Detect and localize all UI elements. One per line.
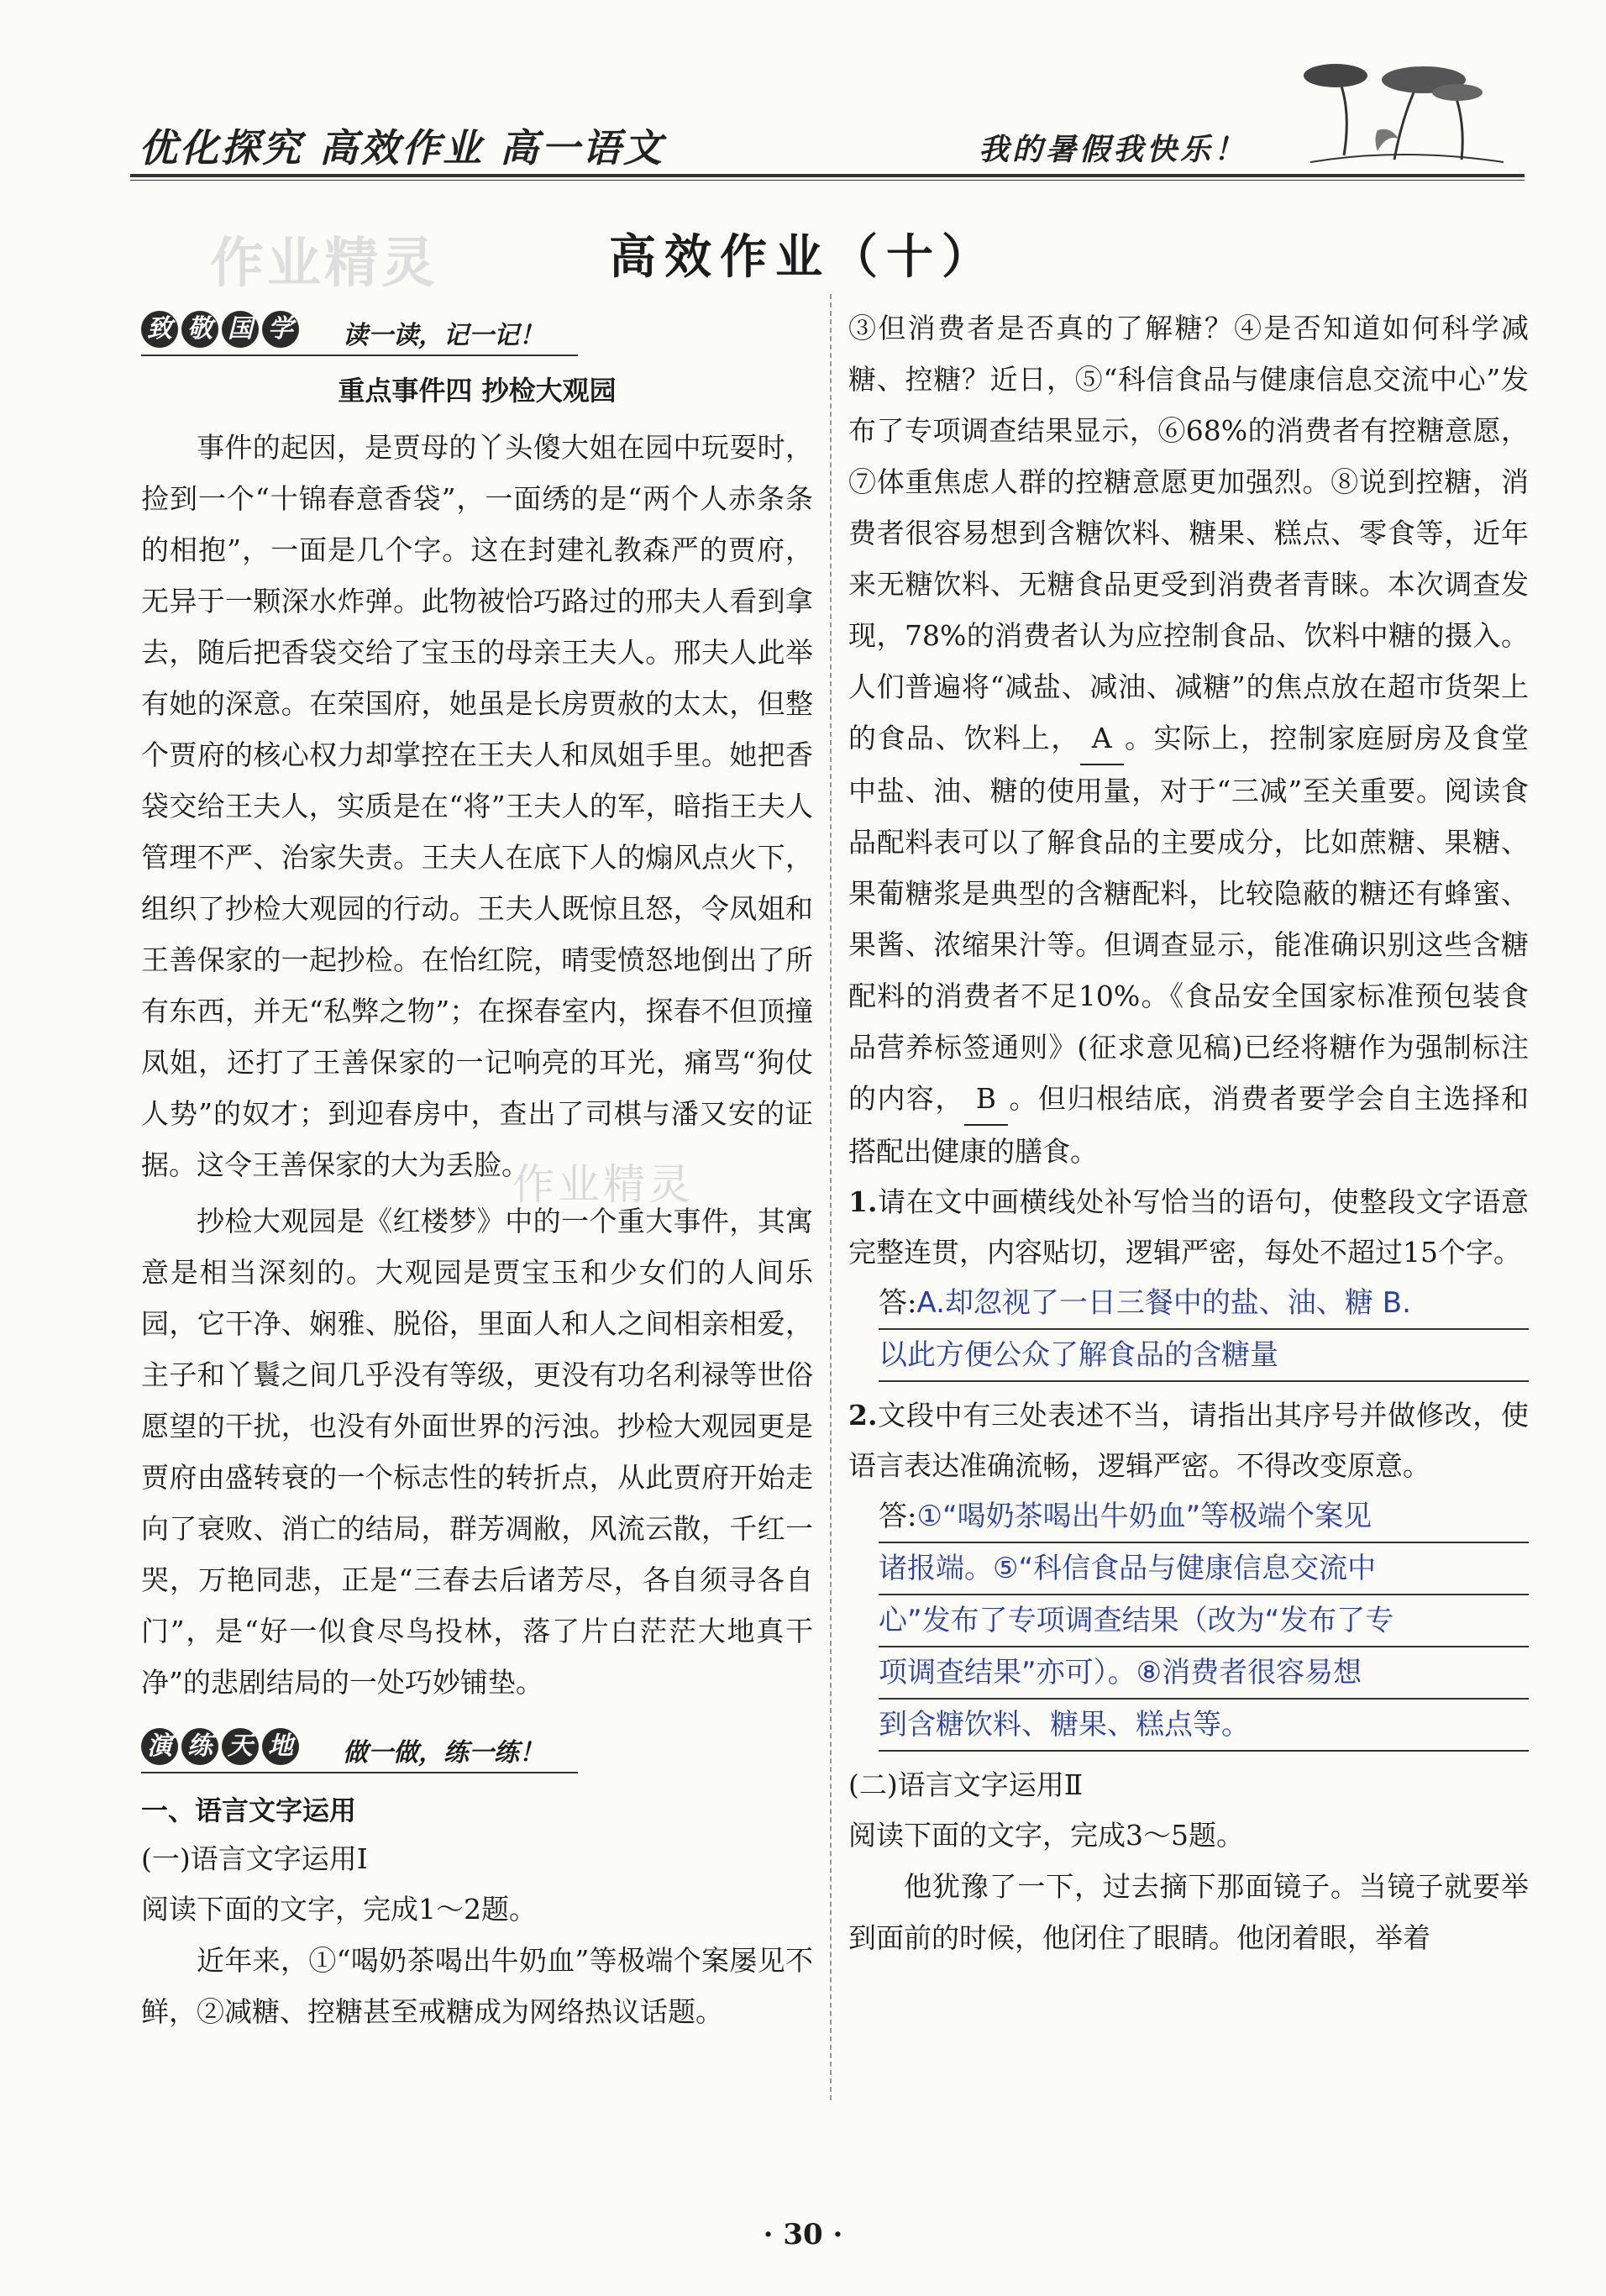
answer-2 [879, 1491, 1529, 1752]
section-header-guoxue [141, 302, 813, 361]
right-column [848, 302, 1529, 1963]
answer-line: 到含糖饮料、糖果、糕点等。 [879, 1700, 1529, 1752]
subsection-title: (一)语言文字运用Ⅰ [141, 1842, 368, 1875]
passage-start: 近年来，①“喝奶茶喝出牛奶血”等极端个案屡见不鲜，②减糖、控糖甚至戒糖成为网络热议话题。 [141, 1944, 813, 2028]
section-underline [141, 355, 578, 356]
watermark: 作业精灵 [210, 233, 438, 295]
subsection-title-2: (二)语言文字运用Ⅱ [848, 1768, 1084, 1801]
passage-2-start: 他犹豫了一下，过去摘下那面镜子。当镜子就要举到面前的时候，他闭住了眼睛。他闭着眼，举着 [848, 1870, 1529, 1954]
page-header [130, 118, 1525, 170]
event-title: 重点事件四 抄检大观园 [338, 375, 617, 407]
answer-line: 项调查结果”亦可）。⑧消费者很容易想 [879, 1647, 1529, 1700]
event-paragraph-2: 抄检大观园是《红楼梦》中的一个重大事件，其寓意是相当深刻的。大观园是贾宝玉和少女们的人间乐园，它干净、娴雅、脱俗，里面人和人之间相亲相爱，主子和丫鬟之间几乎没有等级，更没有功名利禄等世俗愿望的干扰，也没有外面世界的污浊。抄检大观园更是贾府由盛转衰的一个标志性的转折点，从此贾府开始走向了衰败、消亡的结局，群芳凋敝，风流云散，千红一哭，万艳同悲，正是“三春去后诸芳尽，各自须寻各自门”，是“好一似食尽鸟投林，落了片白茫茫大地真干净”的悲剧结局的一处巧妙铺垫。 [141, 1205, 813, 1699]
section-subtitle: 读一读，记一记！ [343, 321, 544, 350]
reading-instruction: 阅读下面的文字，完成1～2题。 [141, 1893, 537, 1926]
section-subtitle: 做一做，练一练！ [343, 1738, 544, 1768]
header-series-title: 优化探究 高效作业 高一语文 [139, 125, 665, 171]
page-title: 高效作业（十） [609, 230, 997, 285]
answer-line: 答:①“喝奶茶喝出牛奶血”等极端个案见 [879, 1491, 1529, 1543]
passage-continued: ③但消费者是否真的了解糖？④是否知道如何科学减糖、控糖？近日，⑤“科信食品与健康信息交流中心”发布了专项调查结果显示，⑥68%的消费者有控糖意愿，⑦体重焦虑人群的控糖意愿更加强烈。⑧说到控糖，消费者很容易想到含糖饮料、糖果、糕点、零食等，近年来无糖饮料、无糖食品更受到消费者青睐。本次调查发现，78%的消费者认为应控制食品、饮料中糖的摄入。人们普遍将“减盐、减油、减糖”的焦点放在超市货架上的食品、饮料上， A 。实际上，控制家庭厨房及食堂中盐、油、糖的使用量，对于“三减”至关重要。阅读食品配料表可以了解食品的主要成分，比如蔗糖、果糖、果葡糖浆是典型的含糖配料，比较隐蔽的糖还有蜂蜜、果酱、浓缩果汁等。但调查显示，能准确识别这些含糖配料的消费者不足10%。《食品安全国家标准预包装食品营养标签通则》(征求意见稿)已经将糖作为强制标注的内容， B 。但归根结底，消费者要学会自主选择和搭配出健康的膳食。 [848, 312, 1530, 1168]
page-number: · 30 · [763, 2218, 843, 2251]
header-rule [130, 174, 1525, 177]
section-underline [141, 1772, 578, 1773]
question-1: 1.请在文中画横线处补写恰当的语句，使整段文字语意完整连贯，内容贴切，逻辑严密，每处不超过15个字。 [848, 1185, 1529, 1269]
section-badge: 演 练 天 地 [141, 1728, 299, 1765]
answer-line: 答:A.却忽视了一日三餐中的盐、油、糖 B. [879, 1278, 1529, 1330]
reading-instruction-2: 阅读下面的文字，完成3～5题。 [848, 1819, 1244, 1852]
section-badge: 致 敬 国 学 [141, 311, 299, 348]
blank-b: B [964, 1073, 1008, 1126]
answer-line: 心”发布了专项调查结果（改为“发布了专 [879, 1595, 1529, 1647]
event-paragraph-1: 事件的起因，是贾母的丫头傻大姐在园中玩耍时，捡到一个“十锦春意香袋”，一面绣的是“两个人赤条条的相抱”，一面是几个字。这在封建礼教森严的贾府，无异于一颗深水炸弹。此物被恰巧路过的邢夫人看到拿去，随后把香袋交给了宝玉的母亲王夫人。邢夫人此举有她的深意。在荣国府，她虽是长房贾赦的太太，但整个贾府的核心权力却掌控在王夫人和凤姐手里。她把香袋交给王夫人，实质是在“将”王夫人的军，暗指王夫人管理不严、治家失责。王夫人在底下人的煽风点火下，组织了抄检大观园的行动。王夫人既惊且怒，令凤姐和王善保家的一起抄检。在怡红院，晴雯愤怒地倒出了所有东西，并无“私弊之物”；在探春室内，探春不但顶撞凤姐，还打了王善保家的一记响亮的耳光，痛骂“狗仗人势”的奴才；到迎春房中，查出了司棋与潘又安的证据。这令王善保家的大为丢脸。 [141, 431, 813, 1181]
header-slogan: 我的暑假我快乐！ [978, 133, 1247, 167]
watermark-center: 作业精灵 [512, 1160, 694, 1209]
answer-line: 以此方便公众了解食品的含糖量 [879, 1330, 1529, 1382]
header-rule-thin [130, 180, 1525, 181]
left-column [141, 302, 813, 2037]
column-divider [830, 294, 832, 2100]
answer-1 [879, 1278, 1529, 1382]
part-title: 一、语言文字运用 [141, 1794, 357, 1826]
question-2: 2.文段中有三处表述不当，请指出其序号并做修改，使语言表达准确流畅，逻辑严密。不得改变原意。 [848, 1399, 1529, 1482]
section-header-practice [141, 1720, 813, 1778]
blank-a: A [1080, 712, 1124, 765]
answer-line: 诸报端。⑤“科信食品与健康信息交流中 [879, 1543, 1529, 1595]
